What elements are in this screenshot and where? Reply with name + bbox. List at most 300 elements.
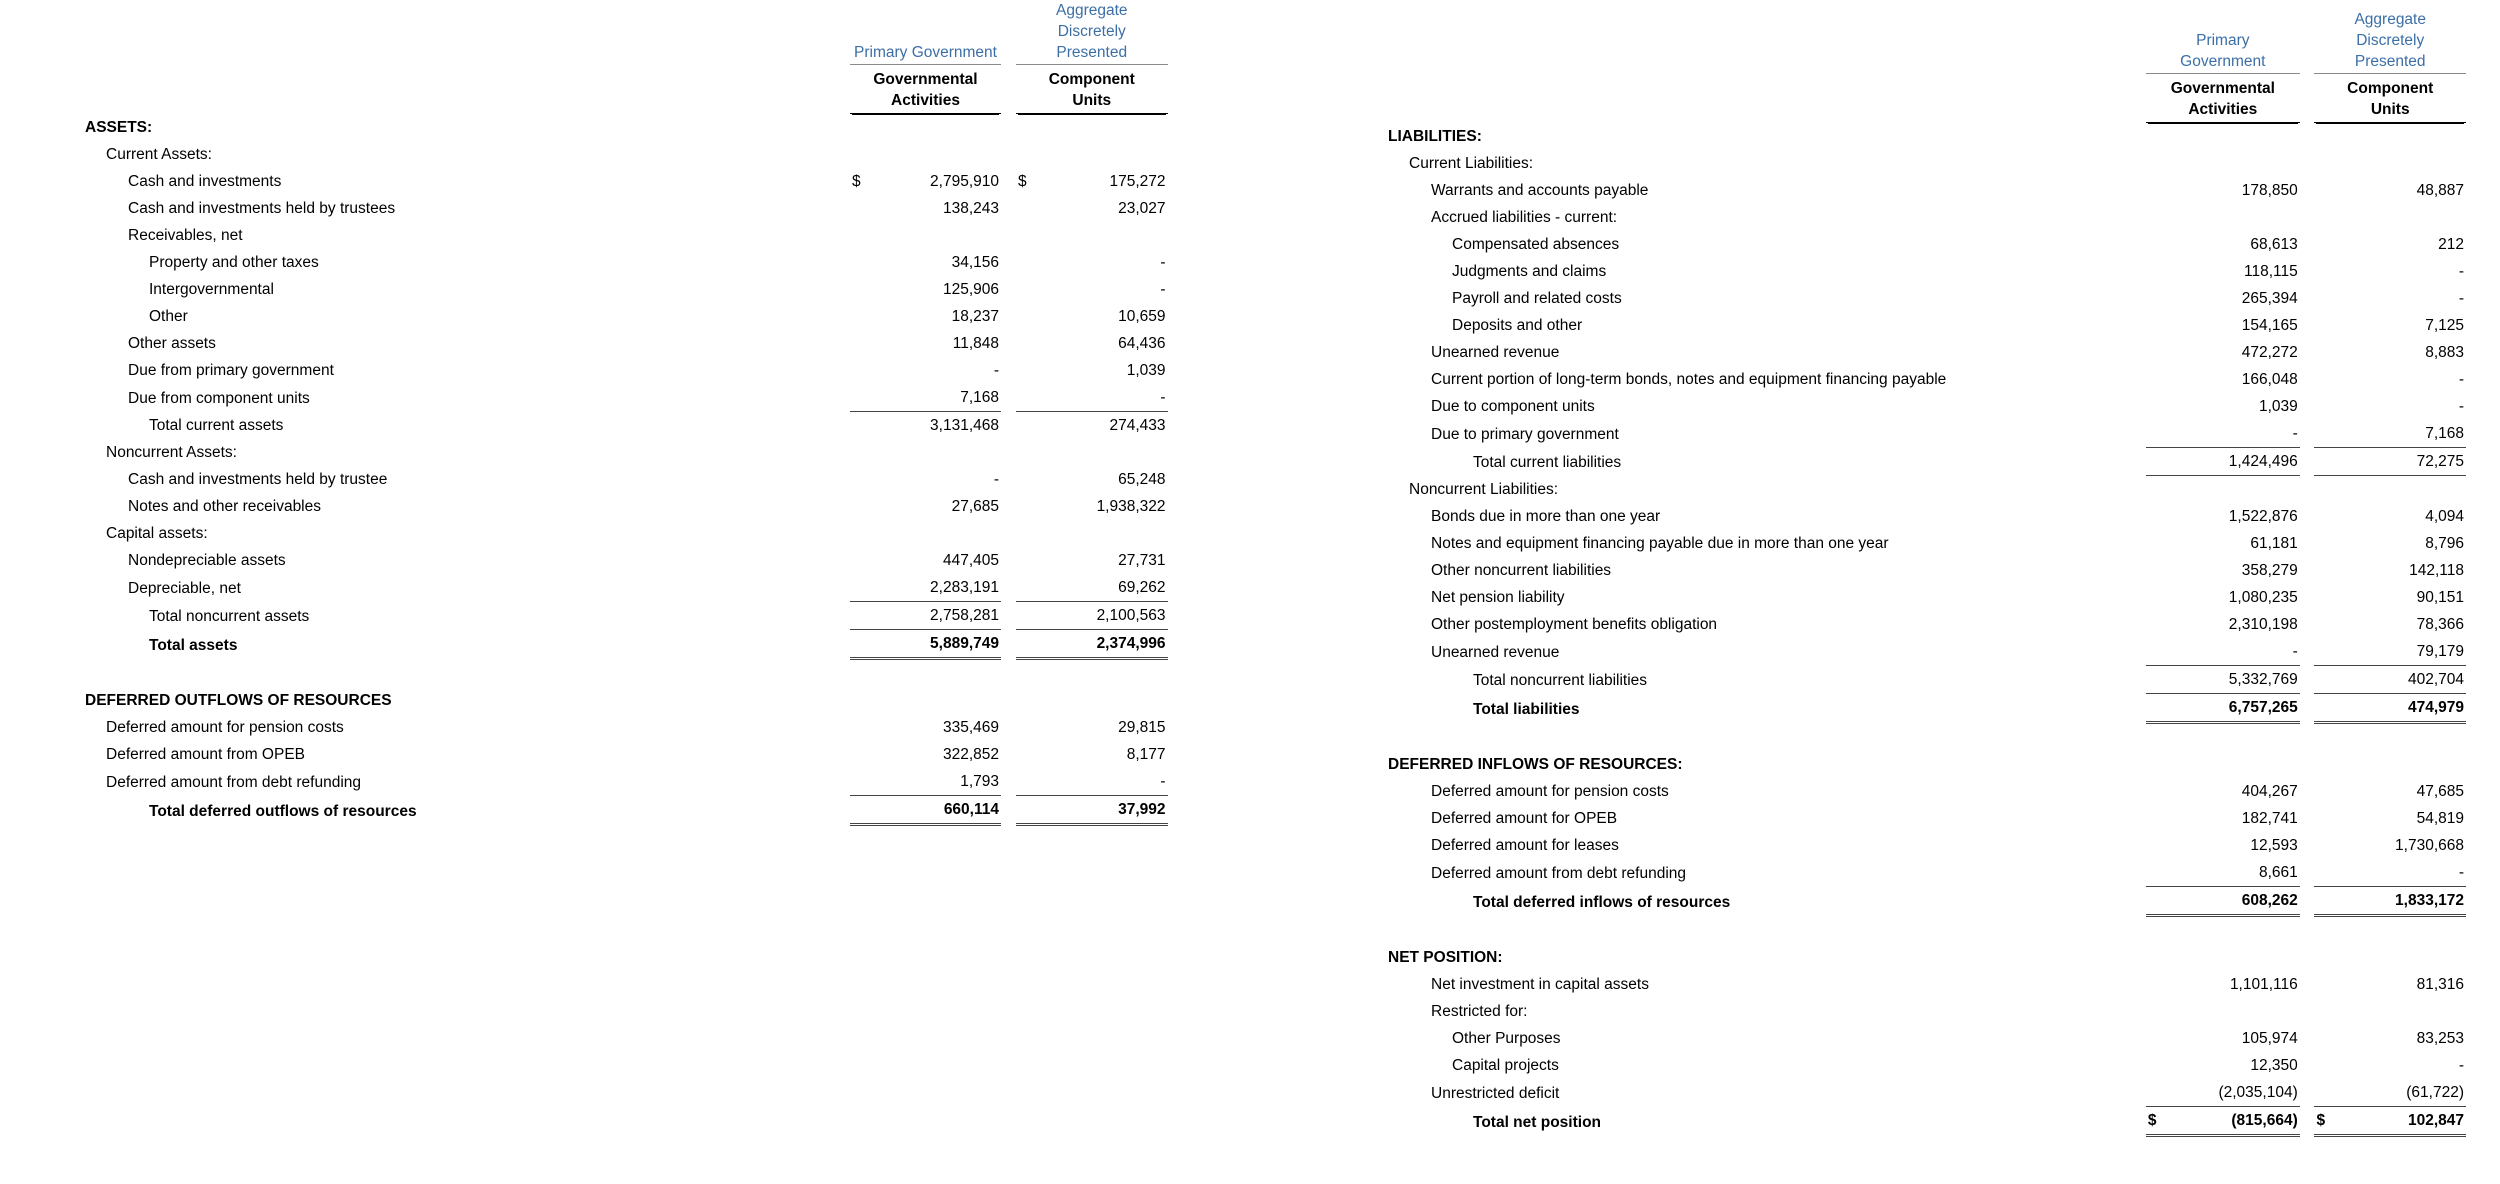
column-gap <box>2300 887 2315 916</box>
currency-symbol <box>2314 944 2333 971</box>
table-row-total-assets <box>85 630 1168 659</box>
component-units-value <box>1034 687 1167 714</box>
component-units-value: 54,819 <box>2416 810 2464 827</box>
currency-symbol <box>850 630 868 659</box>
currency-symbol <box>850 547 868 574</box>
component-units-value: - <box>1034 384 1167 412</box>
currency-symbol <box>2146 366 2164 393</box>
currency-symbol <box>1016 768 1034 796</box>
row-label: ASSETS: <box>85 119 153 136</box>
currency-symbol <box>1016 741 1034 768</box>
table-row-unrestricted-deficit <box>1388 1079 2466 1107</box>
governmental-activities-value: - <box>2164 638 2300 666</box>
currency-symbol <box>2146 944 2164 971</box>
column-gap <box>2300 751 2315 778</box>
component-units-value: - <box>1034 768 1167 796</box>
column-gap <box>2300 859 2315 887</box>
component-units-value: 212 <box>2438 236 2464 253</box>
row-label: Due to component units <box>1431 398 1595 415</box>
column-gap <box>2300 584 2315 611</box>
row-label: Net pension liability <box>1431 589 1565 606</box>
governmental-activities-value <box>2164 150 2300 177</box>
currency-symbol <box>1016 630 1034 659</box>
currency-symbol: $ <box>2314 1107 2333 1136</box>
currency-symbol <box>2314 1025 2333 1052</box>
table-row-deferred-amount-from-debt-refunding <box>1388 859 2466 887</box>
component-units-value <box>1034 141 1167 168</box>
row-label: Deferred amount for pension costs <box>1431 783 1669 800</box>
row-label: Cash and investments held by trustees <box>128 200 396 217</box>
assets-panel <box>85 0 1170 826</box>
column-gap <box>2300 944 2315 971</box>
row-label: Total noncurrent liabilities <box>1473 671 1648 689</box>
table-row-cash-and-investments <box>85 168 1168 195</box>
currency-symbol <box>2314 859 2333 887</box>
currency-symbol <box>2314 339 2333 366</box>
currency-symbol <box>2146 1079 2164 1107</box>
row-label: Total deferred inflows of resources <box>1473 893 1731 911</box>
header-row-primary <box>85 0 1168 65</box>
component-units-value: 65,248 <box>1118 471 1166 488</box>
currency-symbol <box>2314 258 2333 285</box>
row-label: Current Liabilities: <box>1409 155 1534 172</box>
table-row-deferred-amount-from-opeb <box>85 741 1168 768</box>
governmental-activities-value: 34,156 <box>951 254 999 271</box>
component-units-value: 1,938,322 <box>1096 498 1166 515</box>
row-label: Warrants and accounts payable <box>1431 182 1649 199</box>
row-label: Noncurrent Liabilities: <box>1409 481 1559 498</box>
table-row-capital-projects <box>1388 1052 2466 1079</box>
component-units-value <box>2333 150 2466 177</box>
row-label: Bonds due in more than one year <box>1431 508 1661 525</box>
table-row-receivables-net <box>85 222 1168 249</box>
component-units-value: 175,272 <box>1109 173 1166 190</box>
table-row-payroll-and-related-costs <box>1388 285 2466 312</box>
column-gap <box>1001 574 1016 602</box>
column-gap <box>2300 393 2315 420</box>
governmental-activities-value: 154,165 <box>2241 317 2298 334</box>
governmental-activities-value: - <box>993 471 999 488</box>
currency-symbol <box>2146 339 2164 366</box>
column-gap <box>2300 476 2315 504</box>
row-label: Capital projects <box>1452 1057 1559 1074</box>
row-label: Total deferred outflows of resources <box>149 802 417 820</box>
row-label: Deferred amount from debt refunding <box>106 773 362 791</box>
component-units-value: 274,433 <box>1109 417 1166 434</box>
row-label: Total noncurrent assets <box>149 607 310 625</box>
currency-symbol <box>2146 231 2164 258</box>
governmental-activities-value: 3,131,468 <box>930 417 999 434</box>
row-label: Restricted for: <box>1431 1003 1528 1020</box>
governmental-activities-value: 1,424,496 <box>2164 448 2300 476</box>
column-gap <box>2300 420 2315 448</box>
table-row-bonds-due-in-more-than-one-year <box>1388 503 2466 530</box>
currency-symbol <box>2314 177 2333 204</box>
row-label: Noncurrent Assets: <box>106 444 237 461</box>
governmental-activities-value <box>2164 998 2300 1025</box>
currency-symbol <box>1016 796 1034 825</box>
component-units-value <box>2333 751 2466 778</box>
currency-symbol <box>2314 887 2333 916</box>
table-row-other-assets <box>85 330 1168 357</box>
column-gap <box>1001 384 1016 412</box>
currency-symbol <box>2146 666 2164 694</box>
row-label: Deferred amount for pension costs <box>106 719 344 736</box>
table-row-noncurrent-assets <box>85 439 1168 466</box>
column-gap <box>1001 357 1016 384</box>
component-units-value: 83,253 <box>2416 1030 2464 1047</box>
row-label: Compensated absences <box>1452 236 1620 253</box>
column-gap <box>1001 222 1016 249</box>
table-row-total-current-liabilities <box>1388 448 2466 476</box>
governmental-activities-header: Governmental Activities <box>850 65 1001 114</box>
component-units-value: 29,815 <box>1118 719 1166 736</box>
row-label: Other Purposes <box>1452 1030 1561 1047</box>
column-gap <box>2300 805 2315 832</box>
row-label: Other <box>149 308 188 325</box>
aggregate-discretely-presented-header: Aggregate Discretely Presented <box>2314 0 2466 74</box>
row-label: Due to primary government <box>1431 425 1619 443</box>
currency-symbol <box>850 249 868 276</box>
component-units-value: 2,374,996 <box>1034 630 1167 659</box>
currency-symbol <box>2146 204 2164 231</box>
row-label: Capital assets: <box>106 525 208 542</box>
currency-symbol: $ <box>852 173 861 190</box>
row-label: Deferred amount for OPEB <box>1431 810 1618 827</box>
column-gap <box>2300 285 2315 312</box>
component-units-header: Component Units <box>2314 74 2466 123</box>
column-gap <box>1001 141 1016 168</box>
currency-symbol <box>2146 177 2164 204</box>
table-row-notes-and-other-receivables <box>85 493 1168 520</box>
governmental-activities-value: (815,664) <box>2164 1107 2300 1136</box>
row-label: Current portion of long-term bonds, notes and equipment financing payable <box>1431 371 1947 388</box>
currency-symbol <box>1016 466 1034 493</box>
column-gap <box>2300 1052 2315 1079</box>
assets-table <box>85 0 1168 826</box>
table-row-other-noncurrent-liabilities <box>1388 557 2466 584</box>
column-gap <box>2300 123 2315 151</box>
component-units-value: 1,039 <box>1126 362 1166 379</box>
row-label: Property and other taxes <box>149 254 319 271</box>
row-label: Other postemployment benefits obligation <box>1431 616 1718 633</box>
currency-symbol <box>850 714 868 741</box>
currency-symbol <box>1016 520 1034 547</box>
currency-symbol <box>850 768 868 796</box>
column-gap <box>1001 466 1016 493</box>
component-units-value <box>2333 123 2466 151</box>
component-units-value: - <box>1160 254 1166 271</box>
table-row-cash-and-investments-held-by-trustees <box>85 195 1168 222</box>
governmental-activities-value: - <box>993 362 999 379</box>
governmental-activities-value: 2,795,910 <box>930 173 999 190</box>
table-row-other <box>85 303 1168 330</box>
row-label: Total net position <box>1473 1113 1602 1131</box>
row-label: Notes and other receivables <box>128 498 322 515</box>
currency-symbol <box>2146 751 2164 778</box>
currency-symbol <box>2146 420 2164 448</box>
currency-symbol <box>2314 476 2333 504</box>
governmental-activities-value: 608,262 <box>2164 887 2300 916</box>
governmental-activities-value: 1,522,876 <box>2228 508 2298 525</box>
column-gap <box>1001 687 1016 714</box>
governmental-activities-value <box>868 439 1001 466</box>
currency-symbol <box>850 384 868 412</box>
table-row-noncurrent-liabilities <box>1388 476 2466 504</box>
governmental-activities-value: 2,310,198 <box>2228 616 2298 633</box>
currency-symbol <box>2314 204 2333 231</box>
currency-symbol <box>2314 778 2333 805</box>
column-gap <box>2300 231 2315 258</box>
table-row-accrued-liabilities-current <box>1388 204 2466 231</box>
component-units-value: 4,094 <box>2425 508 2464 525</box>
governmental-activities-value <box>2164 204 2300 231</box>
column-gap <box>2300 258 2315 285</box>
currency-symbol <box>850 222 868 249</box>
governmental-activities-value: 12,350 <box>2250 1057 2298 1074</box>
component-units-value <box>2333 476 2466 504</box>
component-units-value: 48,887 <box>2416 182 2464 199</box>
governmental-activities-value: 404,267 <box>2241 783 2298 800</box>
table-row-deferred-amount-for-pension-costs <box>1388 778 2466 805</box>
governmental-activities-value: 12,593 <box>2250 837 2298 854</box>
component-units-value <box>1034 520 1167 547</box>
row-label: Unearned revenue <box>1431 643 1560 661</box>
column-gap <box>2300 312 2315 339</box>
column-gap <box>1001 493 1016 520</box>
row-label: Judgments and claims <box>1452 263 1607 280</box>
component-units-value <box>2333 998 2466 1025</box>
table-row-liabilities <box>1388 123 2466 151</box>
currency-symbol <box>850 303 868 330</box>
row-label: DEFERRED OUTFLOWS OF RESOURCES <box>85 692 392 709</box>
table-row-net-pension-liability <box>1388 584 2466 611</box>
table-row-net-investment-in-capital-assets <box>1388 971 2466 998</box>
currency-symbol <box>2146 1052 2164 1079</box>
currency-symbol <box>2146 694 2164 723</box>
column-gap <box>1001 276 1016 303</box>
component-units-value: 8,177 <box>1126 746 1166 763</box>
component-units-value <box>1034 222 1167 249</box>
currency-symbol <box>2146 887 2164 916</box>
table-row-total-net-position <box>1388 1107 2466 1136</box>
currency-symbol <box>2314 393 2333 420</box>
column-gap <box>1001 741 1016 768</box>
component-units-value: 402,704 <box>2333 666 2466 694</box>
row-label: Deferred amount from debt refunding <box>1431 864 1687 882</box>
currency-symbol <box>1016 547 1034 574</box>
primary-government-header: Primary Government <box>2146 0 2300 74</box>
governmental-activities-value: 1,039 <box>2258 398 2298 415</box>
row-label: Due from primary government <box>128 362 334 379</box>
table-row-deferred-outflows-of-resources <box>85 687 1168 714</box>
row-label: Deferred amount for leases <box>1431 837 1619 854</box>
governmental-activities-value <box>2164 476 2300 504</box>
currency-symbol <box>2314 751 2333 778</box>
column-gap <box>1001 114 1016 142</box>
component-units-value: - <box>2458 398 2464 415</box>
column-gap <box>2300 530 2315 557</box>
table-row-capital-assets <box>85 520 1168 547</box>
currency-symbol <box>2146 611 2164 638</box>
governmental-activities-value: 7,168 <box>868 384 1001 412</box>
currency-symbol <box>1016 114 1034 142</box>
table-row-deferred-amount-from-debt-refunding <box>85 768 1168 796</box>
component-units-value <box>1034 439 1167 466</box>
column-gap <box>1001 714 1016 741</box>
row-label: DEFERRED INFLOWS OF RESOURCES: <box>1388 756 1683 773</box>
currency-symbol <box>1016 222 1034 249</box>
table-row-depreciable-net <box>85 574 1168 602</box>
currency-symbol <box>2314 638 2333 666</box>
table-row-warrants-and-accounts-payable <box>1388 177 2466 204</box>
table-row-other-postemployment-benefits-obligation <box>1388 611 2466 638</box>
component-units-value <box>2333 204 2466 231</box>
governmental-activities-value <box>2164 944 2300 971</box>
column-gap <box>2300 1025 2315 1052</box>
row-label: Total current liabilities <box>1473 453 1622 471</box>
column-gap <box>2300 204 2315 231</box>
currency-symbol <box>1016 687 1034 714</box>
row-label: Payroll and related costs <box>1452 290 1622 307</box>
currency-symbol <box>850 357 868 384</box>
column-gap <box>2300 832 2315 859</box>
currency-symbol <box>2314 1079 2333 1107</box>
table-row-judgments-and-claims <box>1388 258 2466 285</box>
governmental-activities-value: 178,850 <box>2241 182 2298 199</box>
component-units-value: 23,027 <box>1118 200 1166 217</box>
column-gap <box>2300 778 2315 805</box>
header-row-columns <box>1388 74 2466 123</box>
governmental-activities-value <box>868 114 1001 142</box>
column-gap <box>2300 557 2315 584</box>
component-units-value: 37,992 <box>1034 796 1167 825</box>
currency-symbol <box>850 195 868 222</box>
currency-symbol <box>2146 778 2164 805</box>
row-label: Notes and equipment financing payable due in more than one year <box>1431 535 1889 552</box>
column-gap <box>2300 1107 2315 1136</box>
currency-symbol <box>850 741 868 768</box>
column-gap <box>2300 666 2315 694</box>
column-gap <box>1001 330 1016 357</box>
currency-symbol <box>1016 330 1034 357</box>
table-row-cash-and-investments-held-by-trustee <box>85 466 1168 493</box>
component-units-value: 90,151 <box>2416 589 2464 606</box>
table-row-total-noncurrent-assets <box>85 602 1168 630</box>
table-row-nondepreciable-assets <box>85 547 1168 574</box>
currency-symbol <box>2146 448 2164 476</box>
currency-symbol <box>850 493 868 520</box>
column-gap <box>2300 1079 2315 1107</box>
currency-symbol <box>2146 805 2164 832</box>
governmental-activities-value: 166,048 <box>2241 371 2298 388</box>
currency-symbol <box>2314 694 2333 723</box>
header-row-primary <box>1388 0 2466 74</box>
currency-symbol <box>2314 312 2333 339</box>
currency-symbol <box>2314 998 2333 1025</box>
column-gap <box>1001 630 1016 659</box>
currency-symbol <box>2314 503 2333 530</box>
governmental-activities-value: 105,974 <box>2241 1030 2298 1047</box>
currency-symbol <box>2314 420 2333 448</box>
governmental-activities-value: 1,793 <box>868 768 1001 796</box>
currency-symbol <box>2146 393 2164 420</box>
row-label: LIABILITIES: <box>1388 128 1482 145</box>
currency-symbol <box>2314 448 2333 476</box>
governmental-activities-value: (2,035,104) <box>2164 1079 2300 1107</box>
currency-symbol <box>2146 312 2164 339</box>
row-label: Unrestricted deficit <box>1431 1084 1560 1102</box>
governmental-activities-value: 358,279 <box>2241 562 2298 579</box>
component-units-value: 7,168 <box>2333 420 2466 448</box>
column-gap <box>1001 768 1016 796</box>
table-row-total-deferred-outflows-of-resources <box>85 796 1168 825</box>
table-row-deferred-amount-for-leases <box>1388 832 2466 859</box>
column-gap <box>1001 796 1016 825</box>
currency-symbol <box>850 276 868 303</box>
component-units-value: 102,847 <box>2333 1107 2466 1136</box>
column-gap <box>1001 249 1016 276</box>
currency-symbol: $ <box>1018 173 1027 190</box>
component-units-value: - <box>2458 1057 2464 1074</box>
row-label: Nondepreciable assets <box>128 552 286 569</box>
currency-symbol <box>850 412 868 440</box>
component-units-header: Component Units <box>1016 65 1168 114</box>
table-row-unearned-revenue <box>1388 339 2466 366</box>
component-units-value: 1,730,668 <box>2395 837 2464 854</box>
column-gap <box>2300 503 2315 530</box>
currency-symbol <box>1016 714 1034 741</box>
currency-symbol <box>850 796 868 825</box>
row-label: Other assets <box>128 335 216 352</box>
table-row-total-deferred-inflows-of-resources <box>1388 887 2466 916</box>
table-row-due-to-primary-government <box>1388 420 2466 448</box>
column-gap <box>2300 638 2315 666</box>
governmental-activities-value: 118,115 <box>2244 263 2298 280</box>
governmental-activities-value: 61,181 <box>2250 535 2298 552</box>
currency-symbol <box>2314 285 2333 312</box>
component-units-value: - <box>2458 290 2464 307</box>
governmental-activities-header: Governmental Activities <box>2146 74 2300 123</box>
governmental-activities-value <box>868 687 1001 714</box>
row-label: Deposits and other <box>1452 317 1583 334</box>
row-label: Cash and investments held by trustee <box>128 471 388 488</box>
currency-symbol <box>1016 303 1034 330</box>
currency-symbol <box>850 114 868 142</box>
column-gap <box>1001 303 1016 330</box>
currency-symbol <box>850 602 868 630</box>
currency-symbol <box>2314 123 2333 151</box>
row-label: Depreciable, net <box>128 579 241 597</box>
component-units-value: 142,118 <box>2409 562 2464 579</box>
row-label: Accrued liabilities - current: <box>1431 209 1618 226</box>
column-gap <box>2300 971 2315 998</box>
table-row-current-liabilities <box>1388 150 2466 177</box>
table-row-total-noncurrent-liabilities <box>1388 666 2466 694</box>
table-row-unearned-revenue <box>1388 638 2466 666</box>
currency-symbol <box>2146 832 2164 859</box>
governmental-activities-value: 5,889,749 <box>868 630 1001 659</box>
governmental-activities-value: 265,394 <box>2241 290 2298 307</box>
row-label: Current Assets: <box>106 146 212 163</box>
column-gap <box>1001 195 1016 222</box>
primary-government-header: Primary Government <box>850 0 1001 65</box>
component-units-value: - <box>2458 371 2464 388</box>
spacer-row <box>1388 723 2466 752</box>
currency-symbol <box>2314 150 2333 177</box>
component-units-value: 27,731 <box>1118 552 1166 569</box>
column-gap <box>2300 339 2315 366</box>
